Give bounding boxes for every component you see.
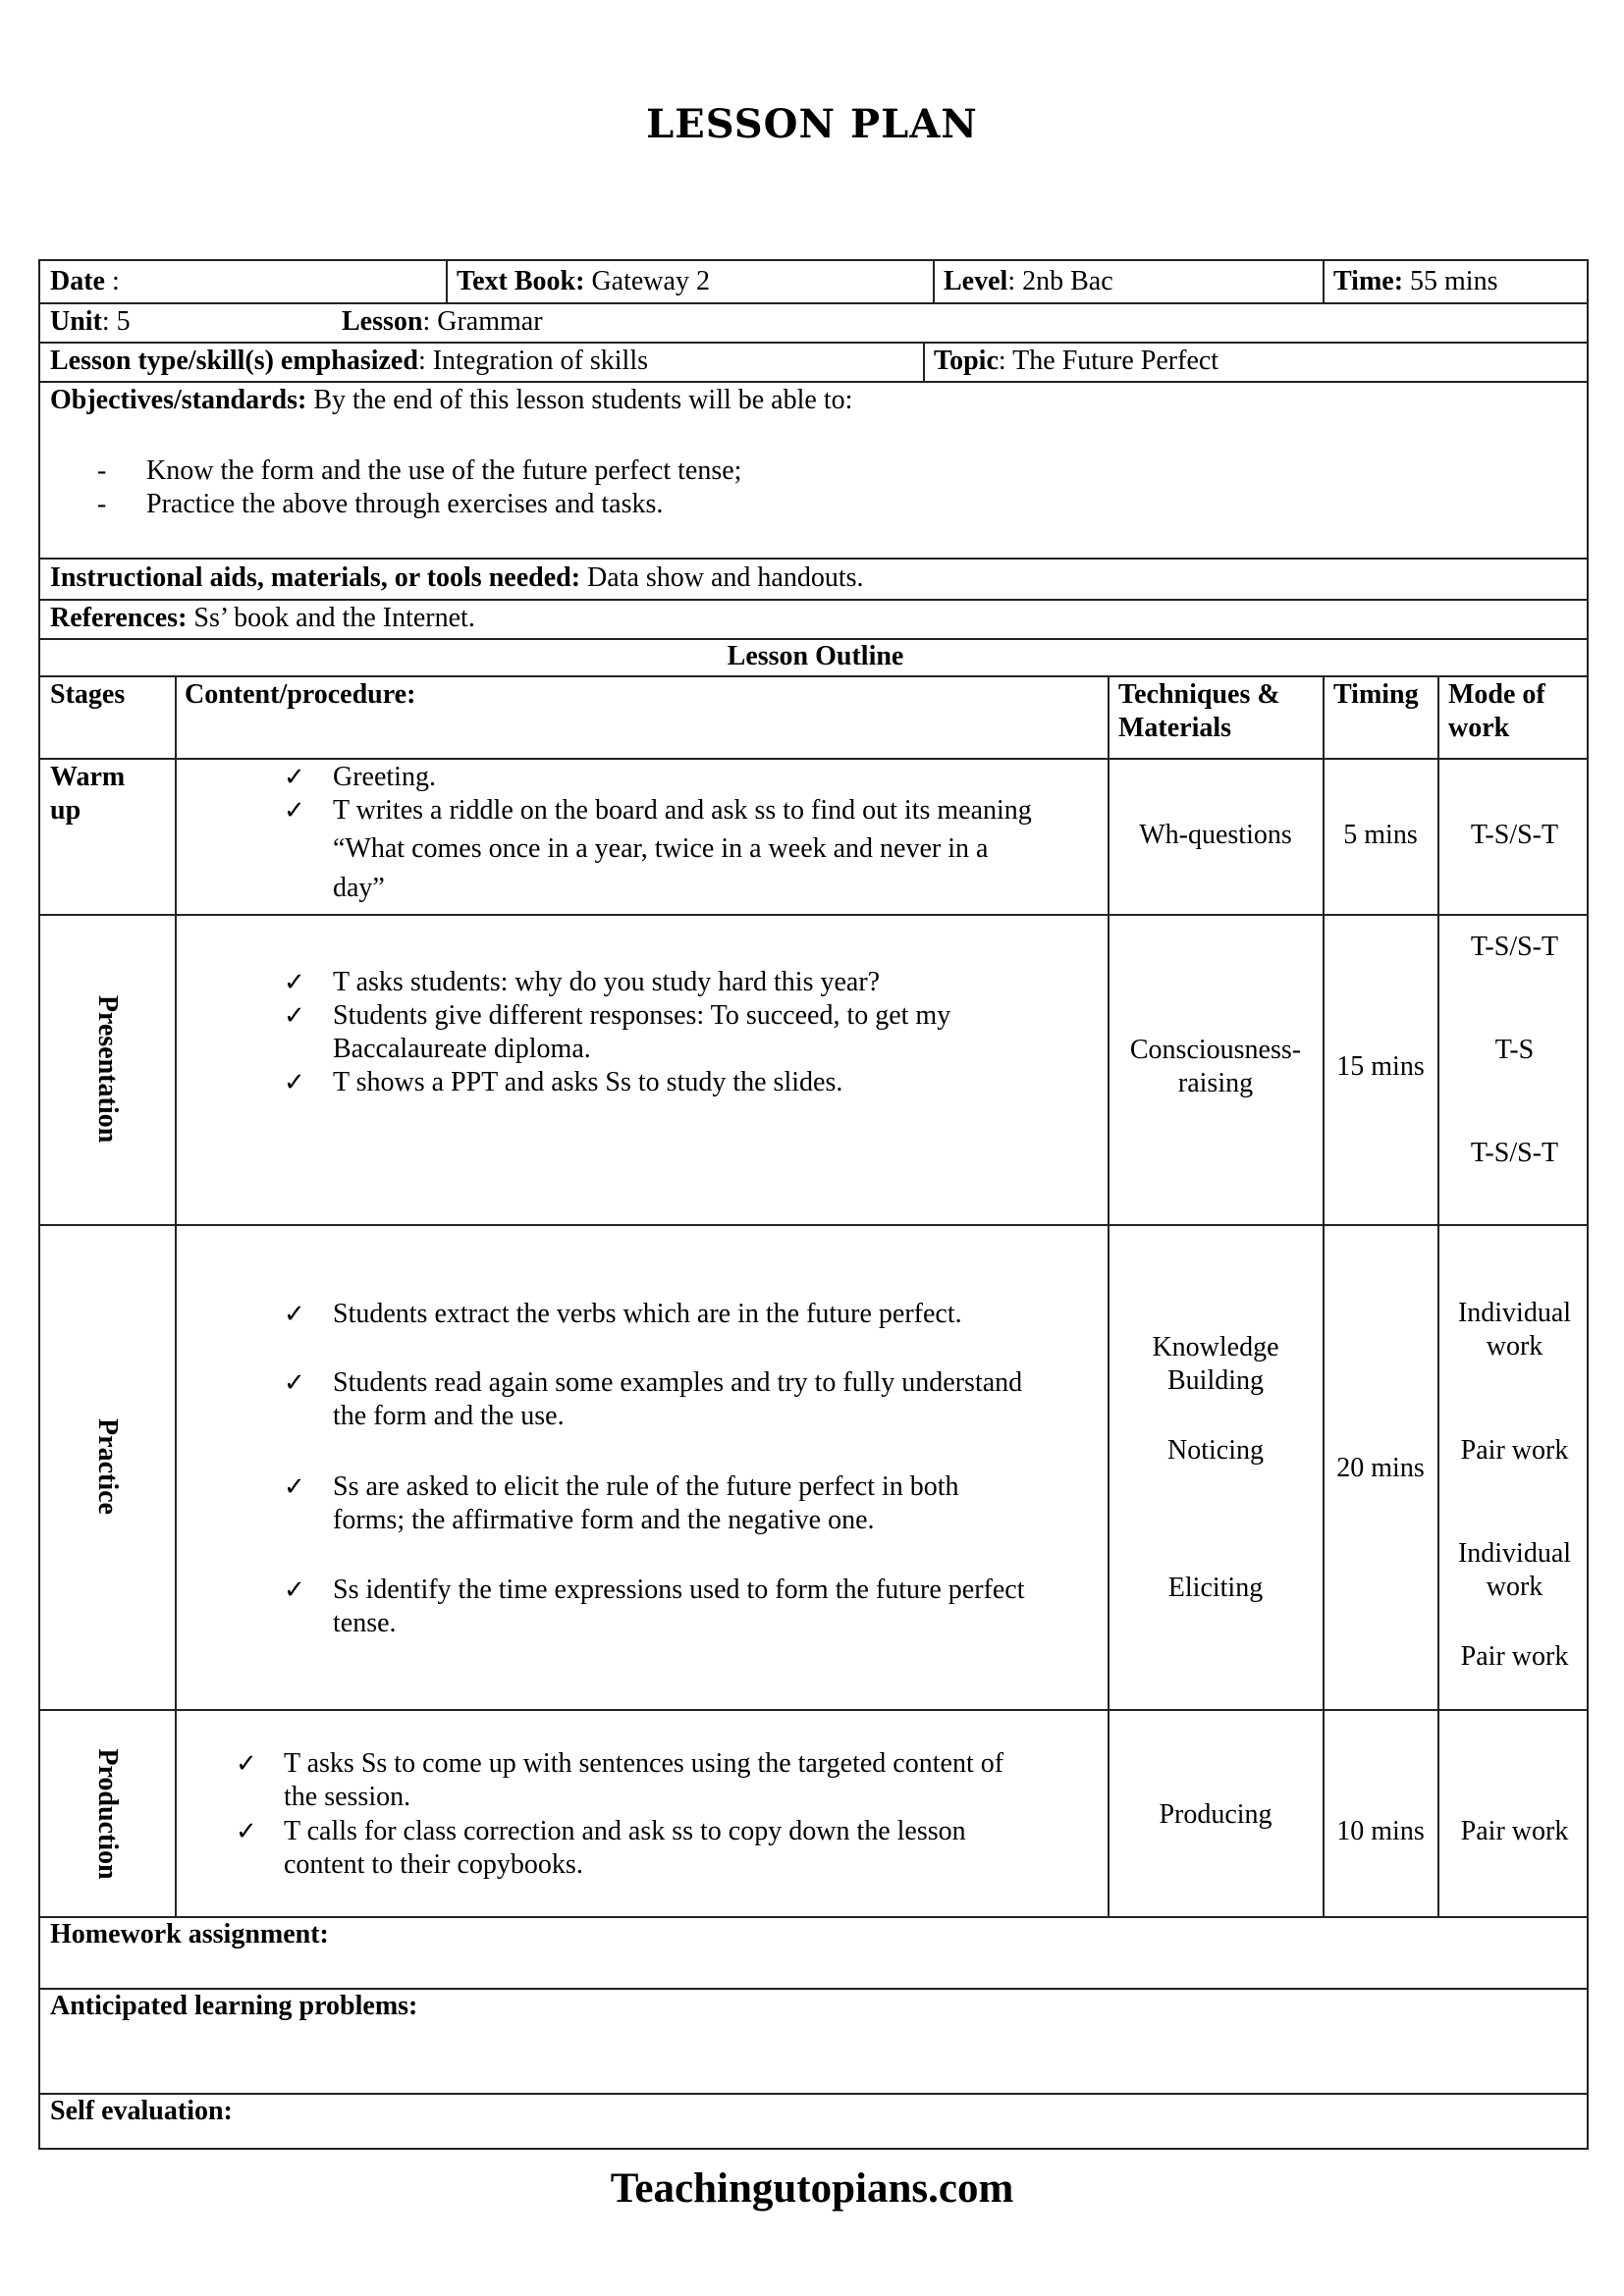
check-icon: ✓ (284, 1368, 305, 1398)
lesson-type-field: Lesson type/skill(s) emphasized: Integration of skills (50, 346, 649, 376)
timing-cell: 20 mins (1336, 1453, 1425, 1483)
procedure-line: “What comes once in a year, twice in a week and never in a (333, 833, 989, 864)
check-icon: ✓ (284, 1068, 305, 1097)
references-field: References: Ss’ book and the Internet. (50, 603, 475, 633)
textbook-field: Text Book: Gateway 2 (457, 266, 710, 296)
date-field: Date : (50, 266, 120, 296)
lesson-plan-table (38, 259, 1589, 2150)
mode-cell: Individual (1457, 1298, 1572, 1328)
check-icon: ✓ (284, 1300, 305, 1329)
procedure-line: Students read again some examples and try to fully understand (333, 1367, 1023, 1398)
procedure-line: T shows a PPT and asks Ss to study the slides. (333, 1067, 843, 1097)
technique-cell: raising (1177, 1068, 1254, 1098)
stage-practice: Practice (92, 1418, 123, 1515)
objective-item: Practice the above through exercises and tasks. (146, 489, 664, 519)
outline-title: Lesson Outline (727, 641, 904, 671)
header-mode: work (1448, 713, 1510, 743)
timing-cell: 5 mins (1343, 820, 1418, 850)
mode-cell: work (1486, 1331, 1543, 1362)
aids-field: Instructional aids, materials, or tools needed: Data show and handouts. (50, 562, 864, 593)
procedure-line: the session. (284, 1782, 411, 1812)
topic-field: Topic: The Future Perfect (934, 346, 1219, 376)
header-techniques: Materials (1118, 713, 1232, 743)
procedure-line: T asks Ss to come up with sentences using the targeted content of (284, 1748, 1004, 1779)
lesson-field: Lesson: Grammar (342, 306, 543, 337)
procedure-line: Students extract the verbs which are in the future perfect. (333, 1299, 962, 1329)
mode-cell: Pair work (1460, 1641, 1569, 1672)
procedure-line: T writes a riddle on the board and ask ss to find out its meaning (333, 795, 1032, 826)
procedure-line: tense. (333, 1608, 397, 1638)
procedure-line: T calls for class correction and ask ss to copy down the lesson (284, 1816, 966, 1846)
check-icon: ✓ (284, 1472, 305, 1502)
mode-cell: T-S (1494, 1035, 1535, 1065)
level-field: Level: 2nb Bac (944, 266, 1113, 296)
mode-cell: work (1486, 1572, 1543, 1602)
technique-cell: Producing (1159, 1799, 1272, 1830)
mode-cell: Pair work (1460, 1435, 1569, 1466)
footer-site-name: Teachingutopians.com (610, 2165, 1014, 2212)
check-icon: ✓ (236, 1749, 257, 1779)
mode-cell: T-S/S-T (1470, 932, 1559, 962)
stage-warmup: up (50, 795, 81, 826)
header-techniques: Techniques & (1118, 679, 1280, 710)
check-icon: ✓ (284, 1001, 305, 1031)
check-icon: ✓ (236, 1817, 257, 1846)
homework-label: Homework assignment: (50, 1919, 329, 1949)
check-icon: ✓ (284, 968, 305, 997)
stage-presentation: Presentation (92, 994, 123, 1144)
procedure-line: Students give different responses: To succeed, to get my (333, 1000, 951, 1031)
self-evaluation-label: Self evaluation: (50, 2096, 233, 2126)
technique-cell: Eliciting (1167, 1573, 1264, 1603)
procedure-line: the form and the use. (333, 1401, 565, 1431)
mode-cell: T-S/S-T (1470, 820, 1559, 850)
procedure-line: forms; the affirmative form and the negative one. (333, 1505, 875, 1535)
procedure-line: Ss are asked to elicit the rule of the future perfect in both (333, 1471, 959, 1502)
procedure-line: day” (333, 873, 385, 903)
technique-cell: Noticing (1167, 1435, 1264, 1466)
stage-warmup: Warm (50, 762, 126, 792)
technique-cell: Building (1166, 1365, 1264, 1396)
header-content: Content/procedure: (185, 679, 416, 710)
bullet-dash: - (97, 455, 107, 486)
procedure-line: T asks students: why do you study hard this year? (333, 967, 881, 997)
header-timing: Timing (1333, 679, 1419, 710)
unit-field: Unit: 5 (50, 306, 131, 337)
page-title: LESSON PLAN (646, 101, 978, 147)
stage-production: Production (92, 1748, 123, 1880)
technique-cell: Wh-questions (1139, 820, 1292, 850)
header-mode: Mode of (1448, 679, 1545, 710)
bullet-dash: - (97, 489, 107, 519)
timing-cell: 15 mins (1336, 1051, 1425, 1082)
technique-cell: Consciousness- (1129, 1035, 1302, 1065)
technique-cell: Knowledge (1152, 1332, 1279, 1362)
mode-cell: T-S/S-T (1470, 1138, 1559, 1168)
check-icon: ✓ (284, 796, 305, 826)
mode-cell: Individual (1457, 1538, 1572, 1569)
procedure-line: content to their copybooks. (284, 1849, 583, 1880)
objective-item: Know the form and the use of the future perfect tense; (146, 455, 742, 486)
check-icon: ✓ (284, 763, 305, 792)
procedure-line: Ss identify the time expressions used to form the future perfect (333, 1575, 1025, 1605)
timing-cell: 10 mins (1336, 1816, 1425, 1846)
time-field: Time: 55 mins (1333, 266, 1498, 296)
objectives-heading: Objectives/standards: By the end of this lesson students will be able to: (50, 385, 853, 415)
header-stages: Stages (50, 679, 126, 710)
procedure-line: Greeting. (333, 762, 436, 792)
check-icon: ✓ (284, 1575, 305, 1605)
mode-cell: Pair work (1460, 1816, 1569, 1846)
procedure-line: Baccalaureate diploma. (333, 1034, 591, 1064)
anticipated-problems-label: Anticipated learning problems: (50, 1991, 418, 2021)
